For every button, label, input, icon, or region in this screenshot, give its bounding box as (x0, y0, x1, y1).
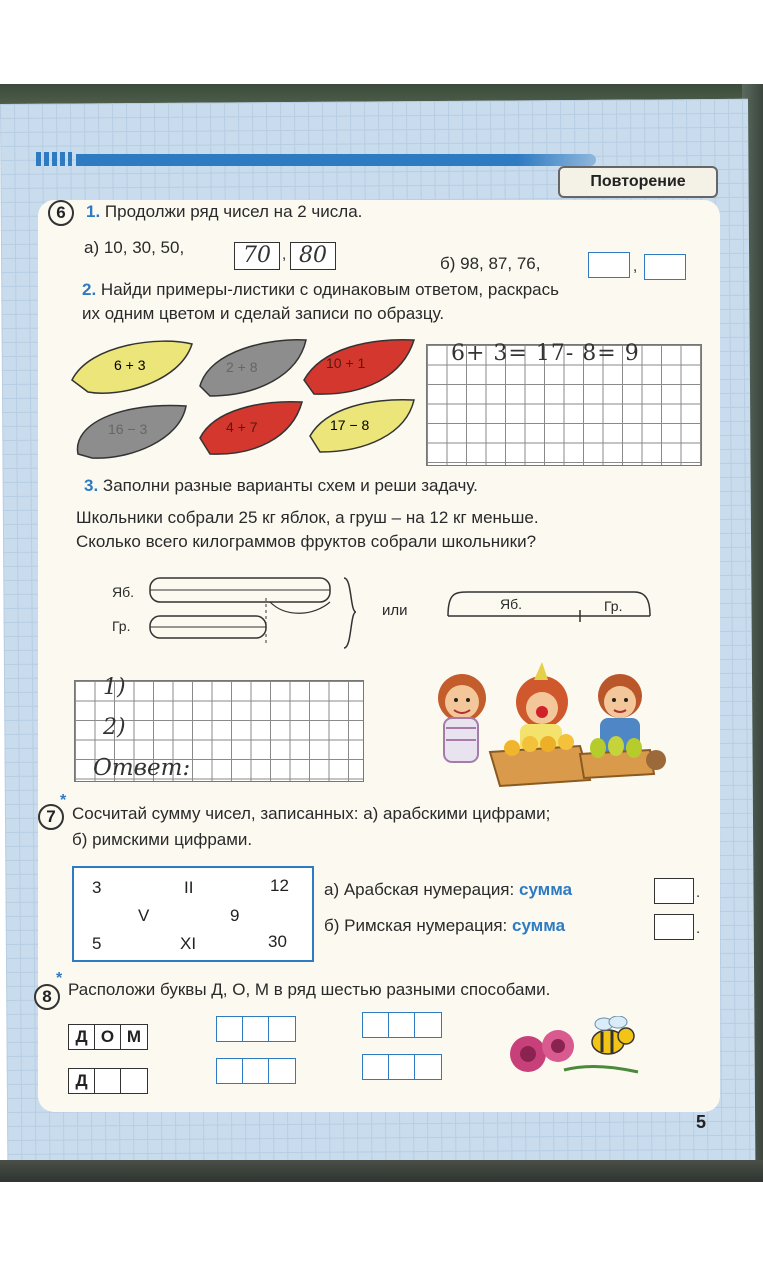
period: . (696, 884, 701, 901)
number-3: 3 (92, 878, 102, 897)
number-V: V (138, 906, 150, 925)
scheme1-label-apples: Яб. (112, 584, 135, 600)
letter-cell[interactable] (415, 1055, 441, 1079)
number-9: 9 (230, 906, 240, 925)
letter-cell[interactable] (217, 1017, 243, 1041)
task1-a-answer2-box[interactable] (290, 242, 336, 270)
task1-number: 1. (86, 202, 101, 221)
task3-handwritten-answer: Ответ: (93, 755, 191, 781)
photo-background-bottom (0, 1160, 763, 1182)
lesson-number-badge: 6 (48, 200, 74, 226)
task8-prompt: Расположи буквы Д, О, М в ряд шестью разными способами. (68, 980, 551, 999)
letter-cell: Д (69, 1025, 95, 1049)
letter-cell: М (126, 1027, 142, 1046)
task7-b-sum-word: сумма (511, 916, 566, 935)
leaf-10-plus-1-text: 10 + 1 (326, 355, 366, 371)
letter-cell[interactable] (243, 1017, 269, 1041)
letter-cell[interactable] (121, 1069, 147, 1093)
number-5: 5 (92, 934, 102, 953)
letters-row-dom (68, 1024, 148, 1050)
letter-cell[interactable] (389, 1055, 415, 1079)
star-icon: * (56, 970, 63, 987)
letter-cell[interactable] (415, 1013, 441, 1037)
task3-problem-line1: Школьники собрали 25 кг яблок, а груш – на 12 кг меньше. (76, 508, 539, 527)
page-number: 5 (696, 1112, 707, 1132)
task2-prompt-line1: Найди примеры-листики с одинаковым ответом, раскрась (100, 280, 559, 299)
number-II: II (184, 878, 194, 897)
task1-heading (86, 202, 362, 222)
task2-prompt-line2: их одним цветом и сделай записи по образцу. (82, 304, 445, 323)
letters-row-2[interactable] (68, 1068, 148, 1094)
letter-cell[interactable] (95, 1069, 121, 1093)
task1-b-answer1-box[interactable] (588, 252, 630, 278)
number-30: 30 (268, 932, 287, 951)
scheme2-label-pears: Гр. (604, 598, 623, 614)
letter-cell[interactable] (269, 1059, 295, 1083)
header-line (76, 154, 596, 166)
task2-handwritten-answer: 6+ 3= 17- 8= 9 (451, 341, 640, 366)
header-band (36, 152, 736, 166)
leaf-10-plus-1[interactable] (304, 340, 414, 394)
task7-number-badge: 7 (38, 804, 64, 830)
task3-handwritten-line2: 2) (103, 715, 126, 740)
task2-number: 2. (82, 280, 97, 299)
task1-b-answer2-box[interactable] (644, 254, 686, 280)
letter-cell[interactable] (217, 1059, 243, 1083)
leaf-16-minus-3[interactable] (77, 406, 186, 459)
task7-a-label: а) Арабская нумерация: (324, 880, 515, 899)
leaf-2-plus-8[interactable] (200, 340, 306, 396)
comma: , (633, 258, 638, 275)
task2-answer-grid[interactable] (426, 341, 702, 466)
task3-number: 3. (84, 476, 99, 495)
leaves-illustration (70, 336, 420, 466)
leaf-4-plus-7[interactable] (200, 402, 302, 454)
leaf-2-plus-8-text: 2 + 8 (226, 359, 258, 375)
task1-b-label: б) 98, 87, 76, (440, 254, 541, 273)
number-12: 12 (270, 876, 289, 895)
task3-prompt: Заполни разные варианты схем и реши задачу. (102, 476, 478, 495)
task7-prompt-line1: Сосчитай сумму чисел, записанных: а) арабскими цифрами; (72, 804, 551, 823)
comma: , (282, 246, 287, 263)
task7-a-answer-box[interactable] (654, 878, 694, 904)
star-icon: * (60, 792, 67, 809)
letter-cell[interactable] (363, 1055, 389, 1079)
letter-cell[interactable] (363, 1013, 389, 1037)
numbers-box (72, 866, 314, 962)
task7-b-answer-box[interactable] (654, 914, 694, 940)
leaf-6-plus-3-text: 6 + 3 (114, 357, 146, 373)
task1-a-answer2: 80 (299, 243, 327, 268)
letter-cell: О (95, 1025, 121, 1049)
task2-heading (82, 280, 559, 300)
leaf-17-minus-8[interactable] (310, 400, 414, 452)
task8-number-badge: 8 (34, 984, 60, 1010)
leaf-16-minus-3-text: 16 − 3 (108, 421, 148, 437)
letter-cell[interactable] (389, 1013, 415, 1037)
flowers-and-bee-illustration (504, 1016, 654, 1082)
task7-a-sum-word: сумма (518, 880, 573, 899)
scheme1-label-pears: Гр. (112, 618, 131, 634)
header-stripes (36, 152, 72, 166)
scheme1-diagram (146, 572, 360, 652)
number-XI: XI (180, 934, 197, 953)
scheme2-diagram (444, 586, 654, 622)
task7-b-row (324, 916, 565, 936)
children-with-fruit-illustration (430, 662, 670, 790)
task3-answer-grid[interactable] (74, 675, 364, 782)
leaf-17-minus-8-text: 17 − 8 (330, 417, 370, 433)
task1-prompt: Продолжи ряд чисел на 2 числа. (104, 202, 363, 221)
leaf-4-plus-7-text: 4 + 7 (226, 419, 258, 435)
task7-a-row (324, 880, 572, 900)
period: . (696, 920, 701, 937)
letters-row-5[interactable] (362, 1012, 442, 1038)
letters-row-3[interactable] (216, 1016, 296, 1042)
letter-cell[interactable] (243, 1059, 269, 1083)
task7-prompt-line2: б) римскими цифрами. (72, 830, 253, 849)
scheme2-label-apples: Яб. (500, 596, 523, 612)
task1-a-label: а) 10, 30, 50, (84, 238, 185, 257)
letters-row-6[interactable] (362, 1054, 442, 1080)
letter-cell[interactable] (269, 1017, 295, 1041)
letters-row-4[interactable] (216, 1058, 296, 1084)
or-label: или (382, 602, 408, 619)
task1-a-answer1-box[interactable] (234, 242, 280, 270)
leaf-6-plus-3[interactable] (72, 341, 192, 393)
letter-cell: Д (69, 1069, 95, 1093)
task1-a-answer1: 70 (243, 243, 271, 268)
task3-problem-line2: Сколько всего килограммов фруктов собрали школьники? (76, 532, 537, 551)
task7-b-label: б) Римская нумерация: (324, 916, 508, 935)
section-tag: Повторение (558, 166, 718, 198)
task3-handwritten-line1: 1) (103, 675, 126, 700)
task3-heading (84, 476, 478, 496)
